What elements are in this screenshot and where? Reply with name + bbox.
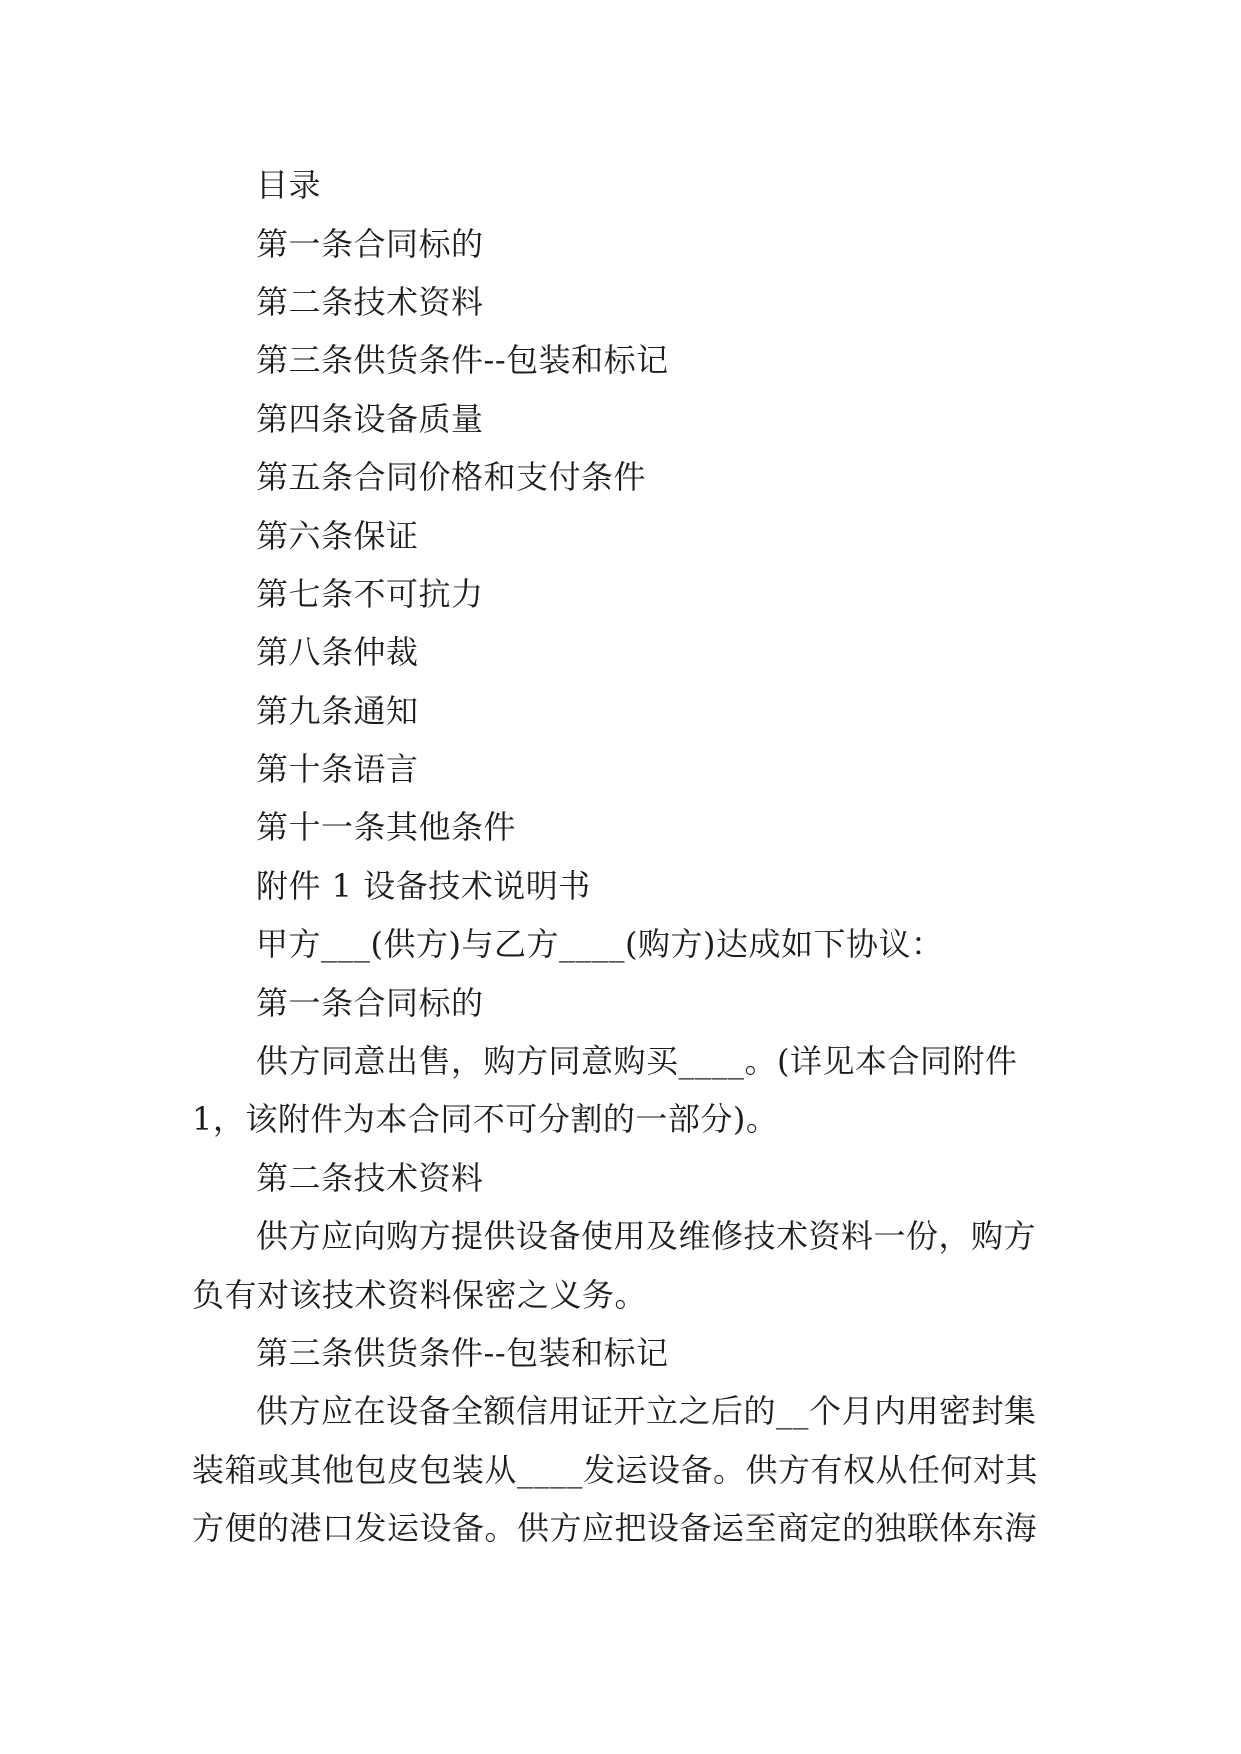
section-heading: 第三条供货条件--包装和标记: [256, 1334, 669, 1372]
paragraph-line: 1，该附件为本合同不可分割的一部分)。: [192, 1100, 779, 1139]
toc-item: 第十条语言: [256, 750, 419, 789]
toc-item: 第一条合同标的: [256, 224, 484, 263]
section-heading: 第二条技术资料: [256, 1158, 484, 1197]
toc-item: 第四条设备质量: [256, 399, 484, 438]
document-body: [192, 154, 1054, 1555]
toc-item: 第九条通知: [256, 691, 419, 730]
paragraph-line: 负有对该技术资料保密之义务。: [192, 1275, 648, 1314]
paragraph-line: 供方应向购方提供设备使用及维修技术资料一份，购方: [256, 1217, 1037, 1256]
toc-item: 第八条仲裁: [256, 633, 419, 672]
toc-heading: 目录: [256, 166, 322, 205]
paragraph-line: 方便的港口发运设备。供方应把设备运至商定的独联体东海: [192, 1509, 1038, 1548]
paragraph-line: 装箱或其他包皮包装从____发运设备。供方有权从任何对其: [192, 1450, 1039, 1489]
toc-item: 第三条供货条件--包装和标记: [256, 341, 669, 380]
toc-item: 第二条技术资料: [256, 282, 484, 321]
toc-item: 第七条不可抗力: [256, 574, 484, 613]
toc-item: 第六条保证: [256, 516, 419, 555]
toc-item: 第十一条其他条件: [256, 808, 517, 847]
paragraph-line: 供方同意出售，购方同意购买____。(详见本合同附件: [256, 1042, 1018, 1081]
agreement-intro: 甲方___(供方)与乙方____(购方)达成如下协议：: [256, 925, 944, 964]
paragraph-line: 供方应在设备全额信用证开立之后的__个月内用密封集: [256, 1392, 1037, 1431]
section-heading: 第一条合同标的: [256, 983, 484, 1022]
toc-item: 第五条合同价格和支付条件: [256, 458, 647, 497]
toc-item: 附件 1 设备技术说明书: [256, 866, 591, 905]
